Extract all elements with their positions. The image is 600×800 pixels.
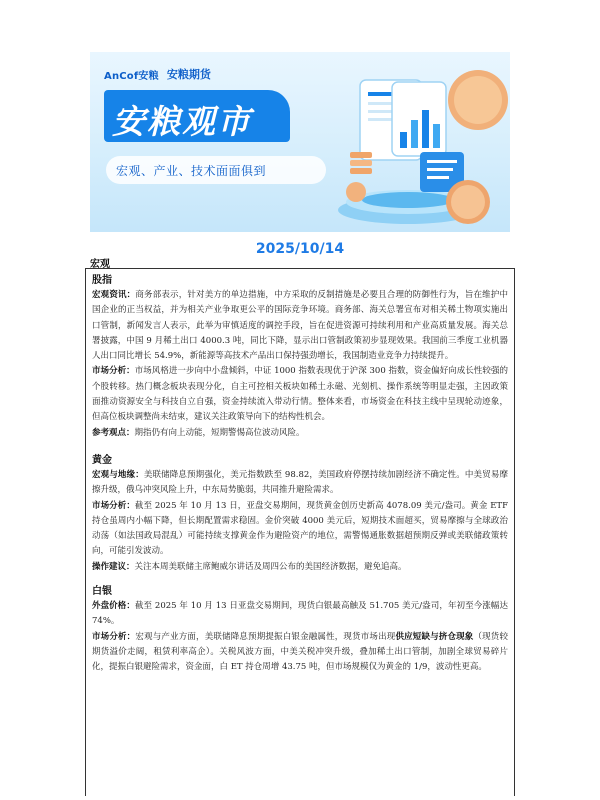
stock-index-title: 股指	[92, 275, 112, 286]
paragraph-label: 市场分析：	[92, 500, 135, 511]
paragraph-label: 宏观资讯：	[92, 290, 136, 300]
ancof-logo: AnCof安粮	[104, 70, 159, 82]
paragraph-text: 截至 2025 年 10 月 13 日亚盘交易期间，现货白银最高触及 51.705 美元/盎司，年初至今涨幅达 74%。	[92, 601, 508, 627]
coin-inner	[454, 76, 502, 124]
paragraph-label: 操作建议：	[92, 561, 135, 572]
clipboard-line	[427, 176, 449, 179]
gold-market-analysis	[92, 499, 508, 560]
banner-title: 安粮观市	[112, 102, 252, 141]
silver-external-price	[92, 599, 508, 630]
coin-stack-icon	[350, 160, 372, 166]
stock-index-macro-news	[92, 288, 508, 364]
banner-subtitle: 宏观、产业、技术面面俱到	[116, 164, 267, 178]
clipboard-line	[427, 168, 453, 171]
silver-market-analysis	[92, 630, 508, 676]
paragraph-text: 关注本周美联储主席鲍威尔讲话及周四公布的美国经济数据，避免追高。	[134, 561, 407, 572]
platform-ring	[362, 192, 454, 208]
coin-icon	[346, 182, 366, 202]
brand-row	[104, 66, 211, 82]
stock-index-market-analysis	[92, 364, 508, 425]
silver-title: 白银	[92, 586, 112, 598]
paragraph-label: 市场分析：	[92, 631, 136, 642]
bar-icon	[433, 124, 440, 148]
gold-operation-advice	[92, 560, 508, 575]
stock-index-reference-view	[92, 426, 508, 441]
paragraph-label: 宏观与地缘：	[92, 469, 144, 480]
section-label-macro: 宏观	[90, 259, 110, 270]
paragraph-text: 市场风格进一步向中小盘倾斜，中证 1000 指数表现优于沪深 300 指数，资金偏好向成长性较强的个股转移。热门概念板块表现分化，自主可控相关板块如稀土永磁、光刻机、操作系统等明显走强，主因政策面推动资源安全与科技自立自强，资金持续流入带动行情。整体来看，市场资金在科技主线中呈现轮动迹象，但高位板块调整尚未结束，建议关注政策导向下的结构性机会。	[92, 366, 508, 423]
paragraph-text: 商务部表示，针对美方的单边措施，中方采取的反制措施是必要且合理的防御性行为，旨在维护中国企业的正当权益，并为相关产业争取更公平的国际竞争环境。商务部、海关总署宣布对相关稀土物项实施出口管制，新闻发言人表示，此举为审慎适度的调控手段，旨在促进资源可持续利用和产业高质量发展。海关总署披露，中国 9 月稀土出口 4000.3 吨，同比下降，显示出口管制政策初步显现效果。我国前三季度工业机器人出口同比增长 54.9%，新能源等高技术产品出口保持强劲增长，我国制造业竞争力持续提升。	[92, 290, 508, 362]
report-date: 2025/10/14	[255, 241, 345, 257]
coin-inner	[451, 185, 485, 219]
banner-illustration	[320, 52, 510, 232]
coin-stack-icon	[350, 168, 372, 174]
paragraph-text: （现货较期货溢价走阔，租赁利率高企）。关税风波方面，中美关税冲突升级，叠加稀土出口管制，加剧全球贸易碎片化，提振白银避险需求，资金面，白 ET 持仓周增 43.75 吨，但市场规模仅为黄金的 1/9，波动性更高。	[92, 631, 508, 673]
bar-icon	[411, 120, 418, 148]
clipboard-line	[427, 160, 457, 163]
brand-name: 安粮期货	[166, 68, 211, 81]
paragraph-label: 参考观点：	[92, 427, 135, 438]
gold-macro-geopolitics	[92, 468, 508, 499]
bar-icon	[400, 132, 407, 148]
report-content-box	[85, 268, 515, 796]
paragraph-text: 截至 2025 年 10 月 13 日，亚盘交易期间，现货黄金创历史新高 4078.09 美元/盎司。黄金 ETF 持仓虽周内小幅下降，但长期配置需求稳固。金价突破 4000 美元后，短期技术面超买，贸易摩擦与全球政治动荡（如法国政局混乱）可能持续支撑黄金作为避险资产的地位，需警惕通胀数据超预期反弹或美联储政策转向，可能引发波动。	[92, 500, 508, 557]
bar-icon	[422, 110, 429, 148]
coin-stack-icon	[350, 152, 372, 158]
gold-title: 黄金	[92, 454, 112, 466]
header-banner	[90, 52, 510, 232]
paragraph-label: 市场分析：	[92, 366, 135, 377]
paragraph-text: 期指仍有向上动能，短期警惕高位波动风险。	[134, 427, 305, 438]
paragraph-label: 外盘价格：	[92, 601, 135, 612]
paragraph-text: 宏观与产业方面，美联储降息预期提振白银金融属性，现货市场出现	[135, 631, 396, 642]
emphasis-text: 供应短缺与挤仓现象	[395, 631, 474, 642]
paragraph-text: 美联储降息预期强化，美元指数跌至 98.82，美国政府停摆持续加剧经济不确定性。中美贸易摩擦升级，俄乌冲突风险上升，中东局势脆弱，共同推升避险需求。	[92, 469, 508, 496]
